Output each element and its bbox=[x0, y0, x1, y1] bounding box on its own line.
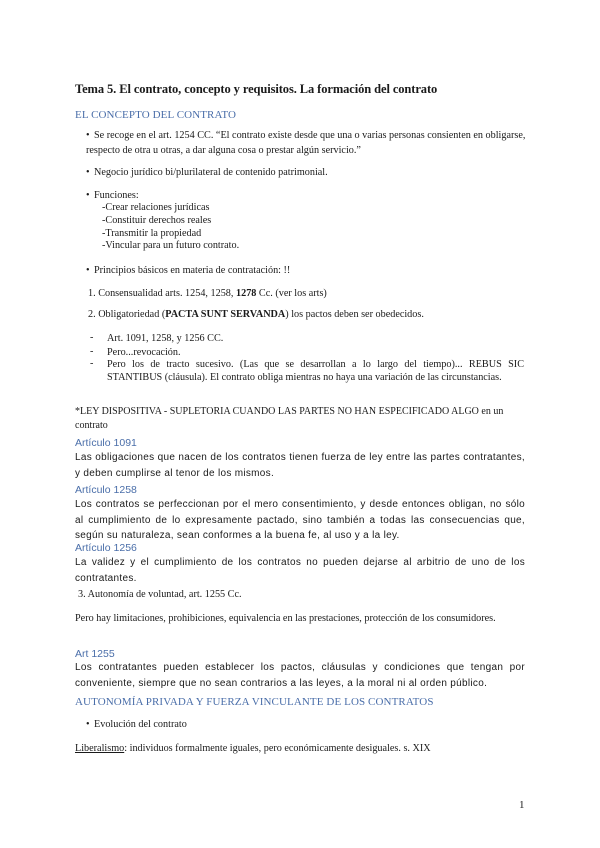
dash-marker: - bbox=[90, 332, 94, 343]
bullet-marker: • bbox=[86, 265, 90, 276]
page-number: 1 bbox=[519, 799, 525, 811]
principio-obligatoriedad: 2. Obligatoriedad (PACTA SUNT SERVANDA) los pactos deben ser obedecidos. bbox=[88, 309, 424, 320]
dash-item: Pero...revocación. bbox=[107, 347, 181, 358]
bullet-marker: • bbox=[86, 167, 90, 178]
article-1256-text: La validez y el cumplimiento de los contratos no pueden dejarse al arbitrio de uno de los contratantes. bbox=[75, 557, 525, 584]
article-1258-text: Los contratos se perfeccionan por el mero consentimiento, y desde entonces obligan, no sólo al cumplimiento de lo expresamente pactado, sino también a todas las consecuencias que, según su naturaleza, sean conformes a la buena fe, al uso y a la ley. bbox=[75, 499, 525, 541]
bullet-marker: • bbox=[86, 190, 90, 201]
principio-autonomia: 3. Autonomía de voluntad, art. 1255 Cc. bbox=[78, 589, 242, 600]
funcion-item: -Constituir derechos reales bbox=[102, 215, 212, 226]
bullet-marker: • bbox=[86, 719, 90, 730]
bullet-evolucion: Evolución del contrato bbox=[94, 719, 187, 730]
dash-item: Art. 1091, 1258, y 1256 CC. bbox=[107, 333, 224, 344]
article-1091-text: Las obligaciones que nacen de los contratos tienen fuerza de ley entre las partes contratantes, y deben cumplirse al tenor de los mismos. bbox=[75, 452, 525, 479]
principio-consensualidad: 1. Consensualidad arts. 1254, 1258, 1278 Cc. (ver los arts) bbox=[88, 288, 327, 299]
dash-item-rebus-sic-stantibus: Pero los de tracto sucesivo. (Las que se desarrollan a lo largo del tiempo)... REBUS SIC STANTIBUS (cláusula). El contrato obliga mientras no haya una variación de las circunstancias. bbox=[107, 359, 524, 383]
funcion-item: -Crear relaciones jurídicas bbox=[102, 202, 210, 213]
bullet-principios: Principios básicos en materia de contratación: !! bbox=[94, 265, 291, 276]
article-1256-label: Artículo 1256 bbox=[75, 542, 137, 554]
article-1258-label: Artículo 1258 bbox=[75, 484, 137, 496]
article-1255-text: Los contratantes pueden establecer los pactos, cláusulas y condiciones que tengan por conveniente, siempre que no sean contrarios a las leyes, a la moral ni al orden público. bbox=[75, 662, 525, 689]
article-1091-label: Artículo 1091 bbox=[75, 437, 137, 449]
limitaciones-paragraph: Pero hay limitaciones, prohibiciones, equivalencia en las prestaciones, protección de los consumidores. bbox=[75, 613, 496, 624]
funcion-item: -Transmitir la propiedad bbox=[102, 228, 202, 239]
dash-marker: - bbox=[90, 358, 94, 369]
bullet-art-1254: Se recoge en el art. 1254 CC. “El contrato existe desde que una o varias personas consienten en obligarse, respecto de otra u otras, a dar alguna cosa o prestar algún servicio.” bbox=[86, 130, 526, 156]
funciones-heading: Funciones: bbox=[94, 190, 139, 201]
bullet-marker: • bbox=[86, 130, 90, 141]
funcion-item: -Vincular para un futuro contrato. bbox=[102, 240, 240, 251]
liberalismo-line: Liberalismo: individuos formalmente iguales, pero económicamente desiguales. s. XIX bbox=[75, 743, 431, 754]
section-heading-autonomia: AUTONOMÍA PRIVADA Y FUERZA VINCULANTE DE LOS CONTRATOS bbox=[75, 696, 434, 708]
document-title: Tema 5. El contrato, concepto y requisitos. La formación del contrato bbox=[75, 82, 438, 96]
section-heading-concepto: EL CONCEPTO DEL CONTRATO bbox=[75, 109, 236, 121]
liberalismo-term: Liberalismo bbox=[75, 743, 125, 754]
ley-dispositiva-note: *LEY DISPOSITIVA - SUPLETORIA CUANDO LAS PARTES NO HAN ESPECIFICADO ALGO en un contrato bbox=[75, 406, 504, 431]
dash-marker: - bbox=[90, 346, 94, 357]
bullet-negocio-juridico: Negocio jurídico bi/plurilateral de contenido patrimonial. bbox=[94, 167, 328, 178]
article-1255-label: Art 1255 bbox=[75, 648, 115, 660]
